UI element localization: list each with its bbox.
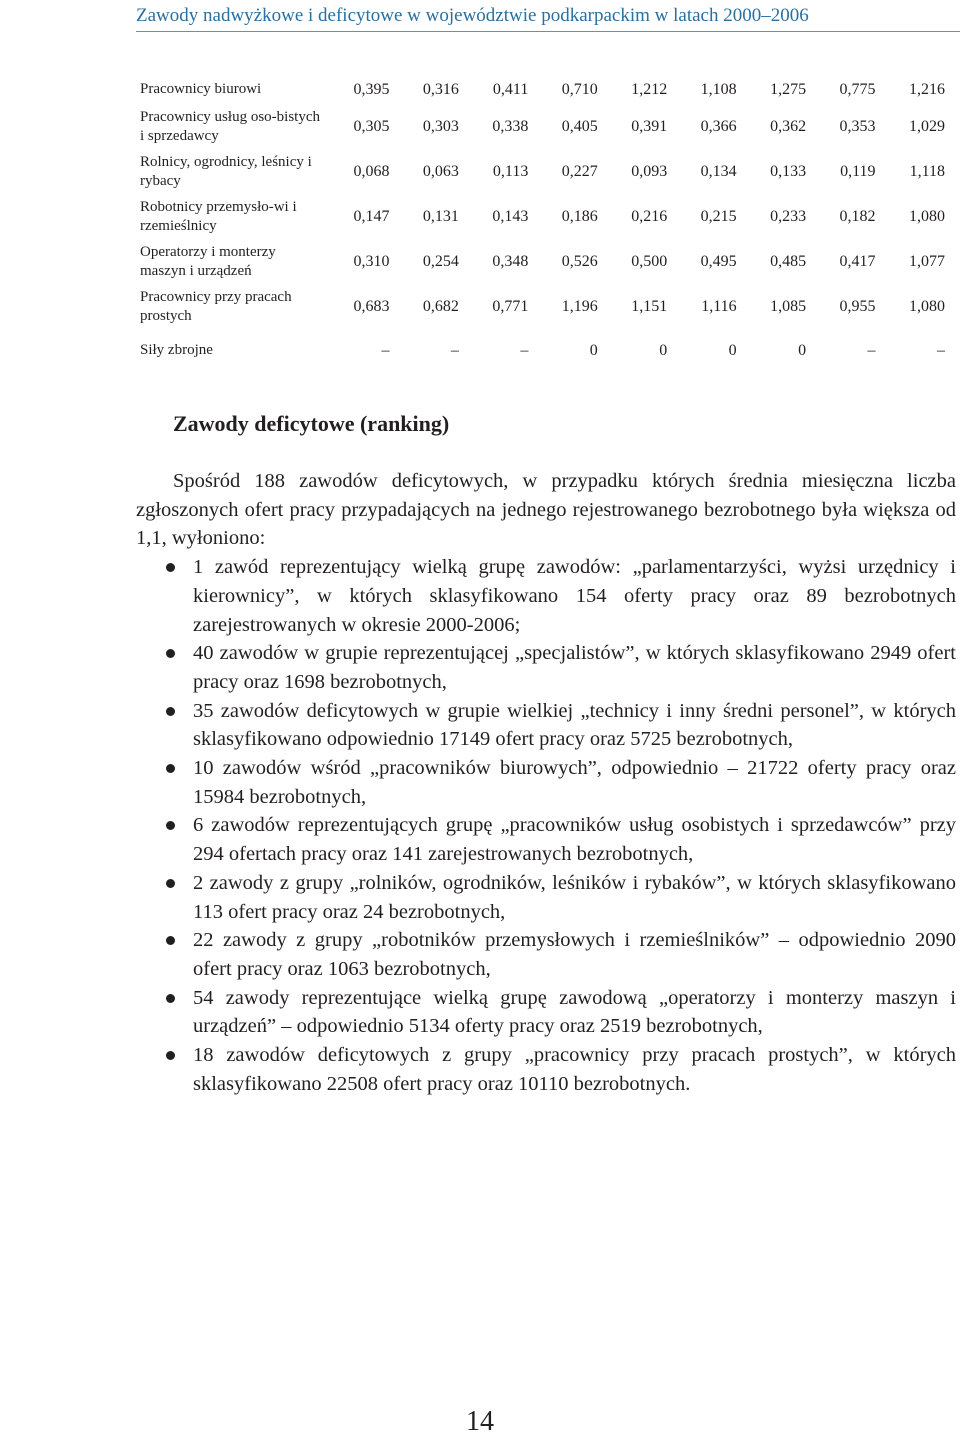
table-cell: 0,305: [353, 118, 390, 135]
row-label: Pracownicy usług oso-bistych i sprzedawcy: [140, 108, 320, 144]
table-cell: 0,485: [770, 253, 807, 270]
table-cell: 0,495: [700, 253, 737, 270]
row-label: Pracownicy biurowi: [140, 80, 262, 97]
table-cell: 1,116: [701, 298, 737, 315]
bullet-icon: [166, 821, 175, 830]
table-cell: 0,771: [492, 298, 529, 315]
table-cell: 0,411: [492, 80, 529, 98]
table-cell: 0,113: [492, 163, 529, 180]
table-row: [140, 74, 945, 104]
table-cell: 0: [798, 341, 807, 359]
table-cell: 1,216: [909, 80, 945, 98]
table-cell: 0,526: [561, 253, 598, 270]
list-item-text: 1 zawód reprezentujący wielką grupę zawodów: „parlamentarzyści, wyżsi urzędnicy i kierownicy”, w których sklasyfikowano 154 oferty pracy oraz 89 bezrobotnych zarejestrowanych w okresie 2000-2006;: [193, 556, 956, 636]
table-cell: 0,227: [561, 163, 598, 180]
bullet-icon: [166, 707, 175, 716]
table-cell: 0,093: [631, 163, 668, 180]
table-cell: 0,348: [492, 253, 529, 270]
row-label: Robotnicy przemysło-wi i rzemieślnicy: [140, 198, 297, 234]
table-cell: 0,316: [422, 80, 459, 98]
table-cell: 1,196: [561, 298, 598, 315]
list-item-text: 6 zawodów reprezentujących grupę „pracowników usług osobistych i sprzedawców” przy 294 ofertach pracy oraz 141 zarejestrowanych bezrobotnych,: [193, 814, 956, 866]
table-cell: 0,775: [839, 80, 876, 98]
bullet-icon: [166, 764, 175, 773]
table-cell: 0,682: [422, 298, 459, 315]
table-cell: 0,303: [422, 118, 459, 135]
table-cell: 1,080: [909, 298, 945, 315]
row-label: Operatorzy i monterzy maszyn i urządzeń: [140, 243, 276, 279]
table-cell: 0,395: [353, 80, 390, 98]
list-item-text: 10 zawodów wśród „pracowników biurowych”, odpowiednio – 21722 oferty pracy oraz 15984 bezrobotnych,: [193, 757, 956, 808]
table-cell: –: [381, 341, 390, 359]
list-item-text: 2 zawody z grupy „rolników, ogrodników, leśników i rybaków”, w których sklasyfikowano 113 ofert pracy oraz 24 bezrobotnych,: [193, 871, 956, 923]
table-cell: 0,147: [353, 208, 390, 225]
intro-paragraph: Spośród 188 zawodów deficytowych, w przypadku których średnia miesięczna liczba zgłoszonych ofert pracy przypadających na jednego rejestrowanego bezrobotnego była większa od 1,1, wyłoniono:: [136, 470, 956, 550]
header-divider: [136, 31, 960, 32]
table-cell: 0,215: [700, 208, 737, 225]
table-cell: 0,310: [353, 253, 390, 270]
row-label: Pracownicy przy pracach prostych: [140, 288, 292, 324]
body-text: [136, 467, 956, 1098]
table-cell: 0,710: [561, 80, 598, 98]
table-cell: 0,133: [770, 163, 807, 180]
table-cell: 1,080: [909, 208, 945, 225]
bullet-icon: [166, 936, 175, 945]
table-cell: –: [937, 341, 945, 359]
table-cell: 0,353: [839, 118, 876, 135]
list-item-text: 35 zawodów deficytowych w grupie wielkiej „technicy i inny średni personel”, w których sklasyfikowano odpowiednio 17149 ofert pracy oraz 5725 bezrobotnych,: [193, 699, 956, 751]
table-cell: –: [520, 341, 529, 359]
list-item: [136, 811, 956, 868]
table-cell: 0,068: [353, 163, 390, 180]
table-cell: 1,085: [770, 298, 807, 315]
table-cell: 0,366: [700, 118, 737, 135]
table-cell: 1,118: [909, 163, 945, 180]
table-cell: 0,182: [839, 208, 876, 225]
table-cell: 0,186: [561, 208, 598, 225]
list-item: [136, 754, 956, 811]
table-cell: 0,500: [631, 253, 668, 270]
table-cell: –: [450, 341, 459, 359]
bullet-icon: [166, 563, 175, 572]
table-cell: 0: [728, 341, 737, 359]
table-cell: 0,143: [492, 208, 529, 225]
list-item-text: 54 zawody reprezentujące wielką grupę zawodową „operatorzy i monterzy maszyn i urządzeń” – odpowiednio 5134 oferty pracy oraz 2519 bezrobotnych,: [193, 986, 956, 1038]
list-item: [136, 1041, 956, 1098]
table-cell: 0,119: [840, 163, 876, 180]
table-cell: 0,063: [422, 163, 459, 180]
table-cell: 0,338: [492, 118, 529, 135]
table-cell: 0,233: [770, 208, 807, 225]
bullet-icon: [166, 879, 175, 888]
table-cell: –: [867, 341, 876, 359]
table-row: [140, 149, 945, 194]
table-row: [140, 104, 945, 149]
bullet-list: [136, 553, 956, 1098]
list-item-text: 18 zawodów deficytowych z grupy „pracownicy przy pracach prostych”, w których sklasyfikowano 22508 ofert pracy oraz 10110 bezrobotnych.: [193, 1044, 956, 1095]
table-cell: 1,029: [909, 118, 945, 135]
table-row: [140, 329, 945, 371]
table-cell: 1,077: [909, 253, 945, 270]
table-cell: 0,254: [422, 253, 459, 270]
list-item-text: 40 zawodów w grupie reprezentującej „specjalistów”, w których sklasyfikowano 2949 ofert pracy oraz 1698 bezrobotnych,: [193, 642, 956, 693]
section-title: Zawody deficytowe (ranking): [173, 411, 450, 436]
row-label: Siły zbrojne: [140, 341, 213, 358]
list-item: [136, 639, 956, 696]
bullet-icon: [166, 994, 175, 1003]
table-row: [140, 194, 945, 239]
page-number: 14: [466, 1406, 494, 1437]
table-cell: 0,955: [839, 298, 876, 315]
list-item: [136, 697, 956, 754]
table-cell: 0,405: [561, 118, 598, 135]
table-cell: 1,275: [770, 80, 807, 98]
table-cell: 0,131: [422, 208, 459, 225]
list-item: [136, 984, 956, 1041]
table-cell: 0: [659, 341, 668, 359]
list-item: [136, 553, 956, 639]
table-cell: 0,134: [700, 163, 737, 180]
list-item: [136, 869, 956, 926]
table-cell: 1,151: [631, 298, 668, 315]
table-row: [140, 284, 945, 329]
table-cell: 0,362: [770, 118, 807, 135]
bullet-icon: [166, 1051, 175, 1060]
table-row: [140, 239, 945, 284]
list-item-text: 22 zawody z grupy „robotników przemysłowych i rzemieślników” – odpowiednio 2090 ofert pracy oraz 1063 bezrobotnych,: [193, 929, 956, 980]
table-cell: 1,212: [631, 80, 668, 98]
table-cell: 0,216: [631, 208, 668, 225]
list-item: [136, 926, 956, 983]
row-label: Rolnicy, ogrodnicy, leśnicy i rybacy: [140, 153, 312, 189]
bullet-icon: [166, 649, 175, 658]
ratio-table: [140, 74, 945, 371]
table-cell: 1,108: [700, 80, 737, 98]
running-header: Zawody nadwyżkowe i deficytowe w województwie podkarpackim w latach 2000–2006: [136, 5, 809, 26]
table-cell: 0,417: [839, 253, 876, 270]
table-cell: 0,683: [353, 298, 390, 315]
table-cell: 0,391: [631, 118, 668, 135]
table-cell: 0: [589, 341, 598, 359]
